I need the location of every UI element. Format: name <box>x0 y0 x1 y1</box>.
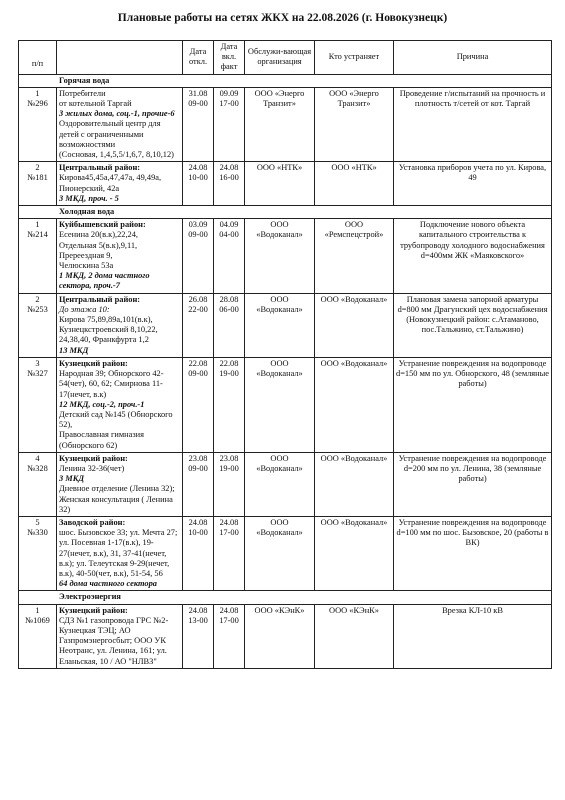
header-org: Обслужи-вающая организация <box>245 41 315 75</box>
on-time: 19-00 <box>219 369 239 379</box>
address-line: Кирова45,45а,47,47а, 49,49а, Пионерский, 42а <box>59 173 162 193</box>
address-line: Кузнецкий район: <box>59 453 128 463</box>
address-line: Есенина 20(в.к),22,24, <box>59 230 139 240</box>
fixer-cell: ООО «Энерго Транзит» <box>315 87 394 161</box>
row-id: №181 <box>27 173 48 183</box>
org-cell: ООО «Энерго Транзит» <box>245 87 315 161</box>
date-on-cell <box>214 219 245 293</box>
reason-cell: Установка приборов учета по ул. Кирова, 49 <box>394 162 552 206</box>
reason-cell: Врезка КЛ-10 кВ <box>394 604 552 668</box>
row-number: 1 <box>35 605 40 615</box>
row-number-cell <box>19 219 57 293</box>
address-cell <box>57 293 183 357</box>
address-line: 3 МКД, проч. - 5 <box>59 193 119 203</box>
off-date: 24.08 <box>188 605 208 615</box>
row-id: №330 <box>27 528 48 538</box>
fixer-cell: ООО «Водоканал» <box>315 452 394 516</box>
fixer-cell: ООО «Ремспецстрой» <box>315 219 394 293</box>
address-line: Кузнецкий район: <box>59 358 128 368</box>
address-cell <box>57 452 183 516</box>
off-date: 31.08 <box>188 88 208 98</box>
off-time: 09-00 <box>188 230 208 240</box>
header-pp: п/п <box>19 41 57 75</box>
org-cell: ООО «Водоканал» <box>245 516 315 590</box>
date-on-cell <box>214 604 245 668</box>
org-cell: ООО «Водоканал» <box>245 293 315 357</box>
date-on-cell <box>214 357 245 452</box>
row-number-cell <box>19 452 57 516</box>
address-line: Куйбышевский район: <box>59 220 146 230</box>
on-date: 09.09 <box>219 88 239 98</box>
address-cell <box>57 162 183 206</box>
off-date: 03.09 <box>188 220 208 230</box>
row-number: 5 <box>35 517 40 527</box>
on-date: 24.08 <box>219 605 239 615</box>
row-number: 3 <box>35 358 40 368</box>
table-row <box>19 219 552 293</box>
date-off-cell <box>183 293 214 357</box>
address-line: Кузнецкий район: <box>59 605 128 615</box>
section-title: Электроэнергия <box>19 591 552 604</box>
section-title: Холодная вода <box>19 206 552 219</box>
fixer-cell: ООО «Водоканал» <box>315 516 394 590</box>
address-line: 1 МКД, 2 дома частного сектора, проч.-7 <box>59 271 150 291</box>
row-number-cell <box>19 604 57 668</box>
header-address <box>57 41 183 75</box>
fixer-cell: ООО «НТК» <box>315 162 394 206</box>
org-cell: ООО «КЭнК» <box>245 604 315 668</box>
off-time: 09-00 <box>188 99 208 109</box>
on-time: 17-00 <box>219 615 239 625</box>
off-time: 13-00 <box>188 615 208 625</box>
address-line: Ленина 32-36(чет) <box>59 463 125 473</box>
address-line: 3 жилых дома, соц.-1, прочие-6 <box>59 109 175 119</box>
on-time: 06-00 <box>219 304 239 314</box>
off-date: 23.08 <box>188 453 208 463</box>
row-number: 1 <box>35 88 40 98</box>
row-number: 2 <box>35 163 40 173</box>
row-id: №214 <box>27 230 48 240</box>
row-number: 2 <box>35 294 40 304</box>
on-date: 24.08 <box>219 163 239 173</box>
fixer-cell: ООО «Водоканал» <box>315 357 394 452</box>
date-off-cell <box>183 87 214 161</box>
on-date: 28.08 <box>219 294 239 304</box>
row-id: №253 <box>27 304 48 314</box>
on-time: 04-00 <box>219 230 239 240</box>
table-row <box>19 162 552 206</box>
reason-cell: Устранение повреждения на водопроводе d=200 мм по ул. Ленина, 38 (земляные работы) <box>394 452 552 516</box>
row-id: №1069 <box>25 615 50 625</box>
row-number: 1 <box>35 220 40 230</box>
address-line: Оздоровительный центр для детей с ограниченными возможностями <box>59 119 161 149</box>
row-number-cell <box>19 516 57 590</box>
off-date: 22.08 <box>188 358 208 368</box>
fixer-cell: ООО «Водоканал» <box>315 293 394 357</box>
date-on-cell <box>214 162 245 206</box>
address-line: 3 МКД <box>59 474 85 484</box>
org-cell: ООО «Водоканал» <box>245 452 315 516</box>
address-line: Заводской район: <box>59 517 126 527</box>
off-time: 09-00 <box>188 463 208 473</box>
address-line: 13 МКД <box>59 345 89 355</box>
org-cell: ООО «Водоканал» <box>245 357 315 452</box>
off-time: 10-00 <box>188 528 208 538</box>
on-date: 04.09 <box>219 220 239 230</box>
address-line: Челюскина 53а <box>59 261 114 271</box>
date-off-cell <box>183 604 214 668</box>
table-row <box>19 452 552 516</box>
on-date: 23.08 <box>219 453 239 463</box>
address-cell <box>57 357 183 452</box>
off-date: 24.08 <box>188 517 208 527</box>
date-on-cell <box>214 452 245 516</box>
org-cell: ООО «Водоканал» <box>245 219 315 293</box>
address-line: Кузнецкстроевский 8,10,22, 24,38,40, Франкфурта 1,2 <box>59 325 158 345</box>
address-line: До этажа 10: <box>59 304 110 314</box>
works-table <box>18 40 552 669</box>
row-id: №296 <box>27 99 48 109</box>
row-number-cell <box>19 293 57 357</box>
row-number: 4 <box>35 453 40 463</box>
reason-cell: Подключение нового объекта капитального строительства к трубопроводу холодного водоснабжения d=400мм ЖК «Маяковского» <box>394 219 552 293</box>
date-on-cell <box>214 87 245 161</box>
date-on-cell <box>214 516 245 590</box>
on-date: 22.08 <box>219 358 239 368</box>
address-line: Центральный район: <box>59 163 141 173</box>
address-line: СДЗ №1 газопровода ГРС №2-Кузнецкая ТЭЦ; АО Газпромэнергосбыт; ООО УК Неотранс, ул. Ленина, 161; ул. Еланьская, 10 / АО "НЛВЗ" <box>59 615 169 666</box>
address-line: Дневное отделение (Ленина 32); <box>59 484 175 494</box>
address-cell <box>57 219 183 293</box>
address-cell <box>57 604 183 668</box>
table-row <box>19 87 552 161</box>
address-line: шос. Бызовское 33; ул. Мечта 27; ул. Посевная 1-17(в.к), 19-27(нечет, в.к), 31, 37-41(нечет, в.к); ул. Телеутская 9-29(нечет, в.к), 40-50(чет, в.к), 51-54, 56 <box>59 528 178 578</box>
fixer-cell: ООО «КЭнК» <box>315 604 394 668</box>
section-row <box>19 74 552 87</box>
header-date-on: Дата вкл. факт <box>214 41 245 75</box>
reason-cell: Устранение повреждения на водопроводе d=100 мм по шос. Бызовское, 20 (работы в ВК) <box>394 516 552 590</box>
reason-cell: Устранение повреждения на водопроводе d=150 мм по ул. Обнорского, 48 (земляные работы) <box>394 357 552 452</box>
org-cell: ООО «НТК» <box>245 162 315 206</box>
address-line: Народная 39; Обнорского 42-54(чет), 60, 62; Смирнова 11-17(нечет, в.к) <box>59 369 164 399</box>
table-row <box>19 357 552 452</box>
table-row <box>19 293 552 357</box>
address-line: от котельной Таргай <box>59 99 132 109</box>
row-id: №327 <box>27 369 48 379</box>
off-date: 24.08 <box>188 163 208 173</box>
address-line: 12 МКД, соц.-2, проч.-1 <box>59 399 145 409</box>
address-cell <box>57 87 183 161</box>
address-line: Детский сад №145 (Обнорского 52), <box>59 409 173 430</box>
date-off-cell <box>183 357 214 452</box>
on-time: 19-00 <box>219 463 239 473</box>
page-title: Плановые работы на сетях ЖКХ на 22.08.2026 (г. Новокузнецк) <box>117 12 448 24</box>
on-time: 17-00 <box>219 99 239 109</box>
section-row <box>19 206 552 219</box>
address-line: Женская консультация ( Ленина 32) <box>59 494 173 514</box>
off-date: 26.08 <box>188 294 208 304</box>
header-reason: Причина <box>394 41 552 75</box>
address-line: Отдельная 5(в.к),9,11, <box>59 240 138 250</box>
address-line: Потребители <box>59 88 106 98</box>
row-number-cell <box>19 357 57 452</box>
address-line: Православная гимназия (Обнорского 62) <box>59 430 145 450</box>
table-row <box>19 604 552 668</box>
address-line: (Сосновая, 1,4,5,5/1,6,7, 8,10,12) <box>59 150 174 160</box>
address-line: Пререездная 9, <box>59 250 113 260</box>
off-time: 10-00 <box>188 173 208 183</box>
reason-cell: Плановая замена запорной арматуры d=800 мм Драгунский цех водоснабжения (Новокузнецкий район: с.Атаманово, пос.Тальжино, ст.Тальжино) <box>394 293 552 357</box>
address-line: Центральный район: <box>59 294 141 304</box>
table-body <box>19 74 552 668</box>
date-off-cell <box>183 219 214 293</box>
section-row <box>19 591 552 604</box>
header-fixer: Кто устраняет <box>315 41 394 75</box>
table-row <box>19 516 552 590</box>
off-time: 22-00 <box>188 304 208 314</box>
header-date-off: Дата откл. <box>183 41 214 75</box>
row-id: №328 <box>27 463 48 473</box>
row-number-cell <box>19 87 57 161</box>
section-title: Горячая вода <box>19 74 552 87</box>
date-off-cell <box>183 452 214 516</box>
off-time: 09-00 <box>188 369 208 379</box>
date-on-cell <box>214 293 245 357</box>
date-off-cell <box>183 516 214 590</box>
reason-cell: Проведение г/испытаний на прочность и плотность т/сетей от кот. Таргай <box>394 87 552 161</box>
row-number-cell <box>19 162 57 206</box>
date-off-cell <box>183 162 214 206</box>
on-time: 17-00 <box>219 528 239 538</box>
address-line: Кирова 75,89,89а,101(в.к), <box>59 315 153 325</box>
address-line: 64 дома частного сектора <box>59 579 157 589</box>
address-cell <box>57 516 183 590</box>
header-row <box>19 41 552 75</box>
on-date: 24.08 <box>219 517 239 527</box>
on-time: 16-00 <box>219 173 239 183</box>
